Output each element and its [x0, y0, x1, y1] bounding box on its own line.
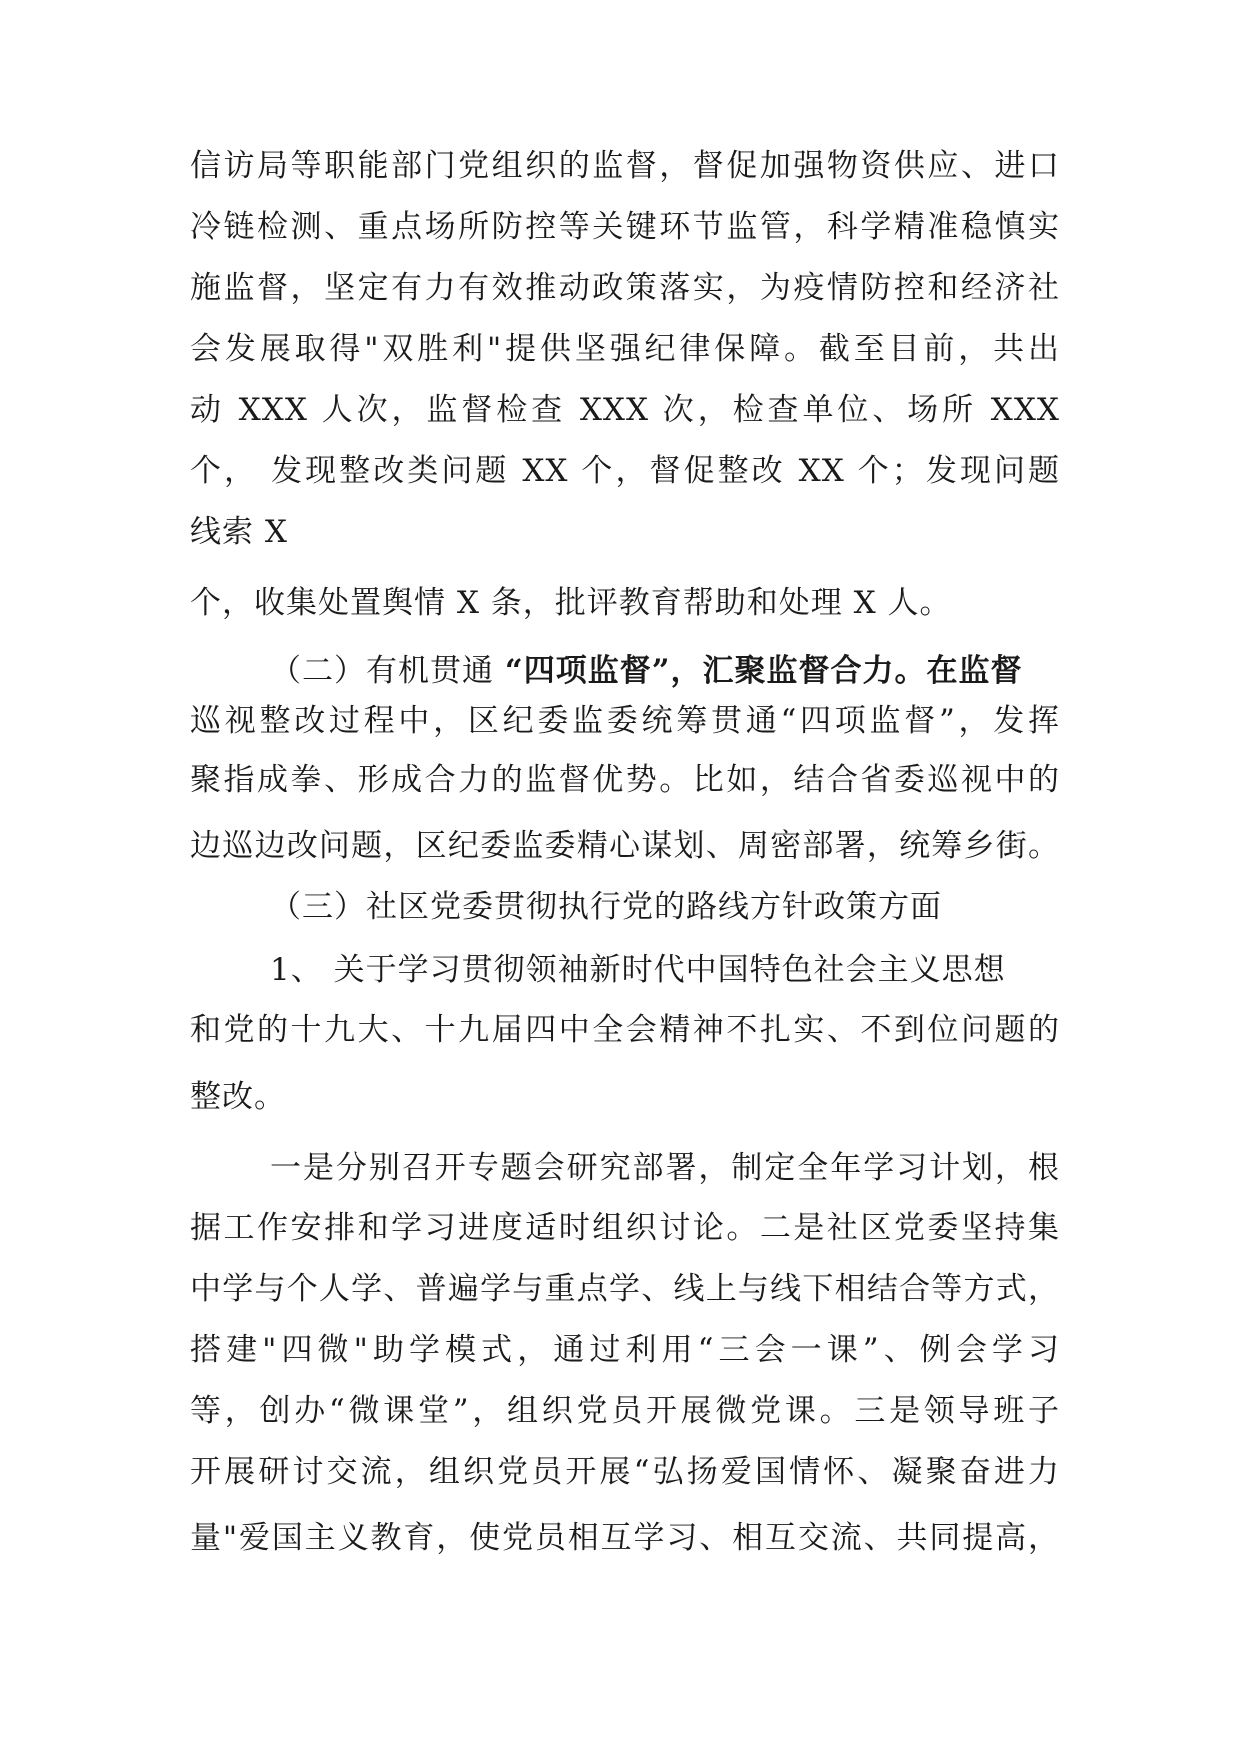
section-2-heading [270, 651, 1060, 691]
section-2-prefix: （二）有机贯通 [270, 653, 505, 689]
item-1-first-line: 1、 关于学习贯彻领袖新时代中国特色社会主义思想 [270, 952, 1006, 988]
text-line: 等，创办“微课堂”，组织党员开展微党课。三是领导班子 [190, 1393, 1060, 1429]
text-line: 边巡边改问题，区纪委监委精心谋划、周密部署，统筹乡街。 [190, 828, 1060, 864]
text-line: 量"爱国主义教育，使党员相互学习、相互交流、共同提高， [190, 1520, 1060, 1556]
text-line: 据工作安排和学习进度适时组织讨论。二是社区党委坚持集 [190, 1210, 1060, 1246]
text-line: 中学与个人学、普遍学与重点学、线上与线下相结合等方式， [190, 1271, 1060, 1307]
paragraph-first-line: 一是分别召开专题会研究部署，制定全年学习计划，根 [270, 1150, 1060, 1186]
text-line: 搭建"四微"助学模式，通过利用“三会一课”、例会学习 [190, 1332, 1060, 1368]
text-line: 线索 X [190, 514, 288, 550]
text-line: 信访局等职能部门党组织的监督，督促加强物资供应、进口 [190, 148, 1060, 184]
text-line: 个，收集处置舆情 X 条，批评教育帮助和处理 X 人。 [190, 585, 952, 621]
text-line: 冷链检测、重点场所防控等关键环节监管，科学精准稳慎实 [190, 209, 1060, 245]
text-line: 和党的十九大、十九届四中全会精神不扎实、不到位问题的 [190, 1012, 1060, 1048]
text-line: 施监督，坚定有力有效推动政策落实，为疫情防控和经济社 [190, 270, 1060, 306]
text-line: 开展研讨交流，组织党员开展“弘扬爱国情怀、凝聚奋进力 [190, 1454, 1060, 1490]
text-line: 聚指成拳、形成合力的监督优势。比如，结合省委巡视中的 [190, 762, 1060, 798]
text-line: 动 XXX 人次，监督检查 XXX 次，检查单位、场所 XXX [190, 392, 1060, 428]
text-line: 会发展取得"双胜利"提供坚强纪律保障。截至目前，共出 [190, 331, 1060, 367]
text-line: 个， 发现整改类问题 XX 个，督促整改 XX 个；发现问题 [190, 453, 1060, 489]
section-3-heading: （三）社区党委贯彻执行党的路线方针政策方面 [270, 889, 942, 925]
text-line: 整改。 [190, 1079, 286, 1115]
text-line: 巡视整改过程中，区纪委监委统筹贯通“四项监督”，发挥 [190, 703, 1060, 739]
section-2-bold-text: “四项监督”，汇聚监督合力。在监督 [504, 653, 1023, 689]
